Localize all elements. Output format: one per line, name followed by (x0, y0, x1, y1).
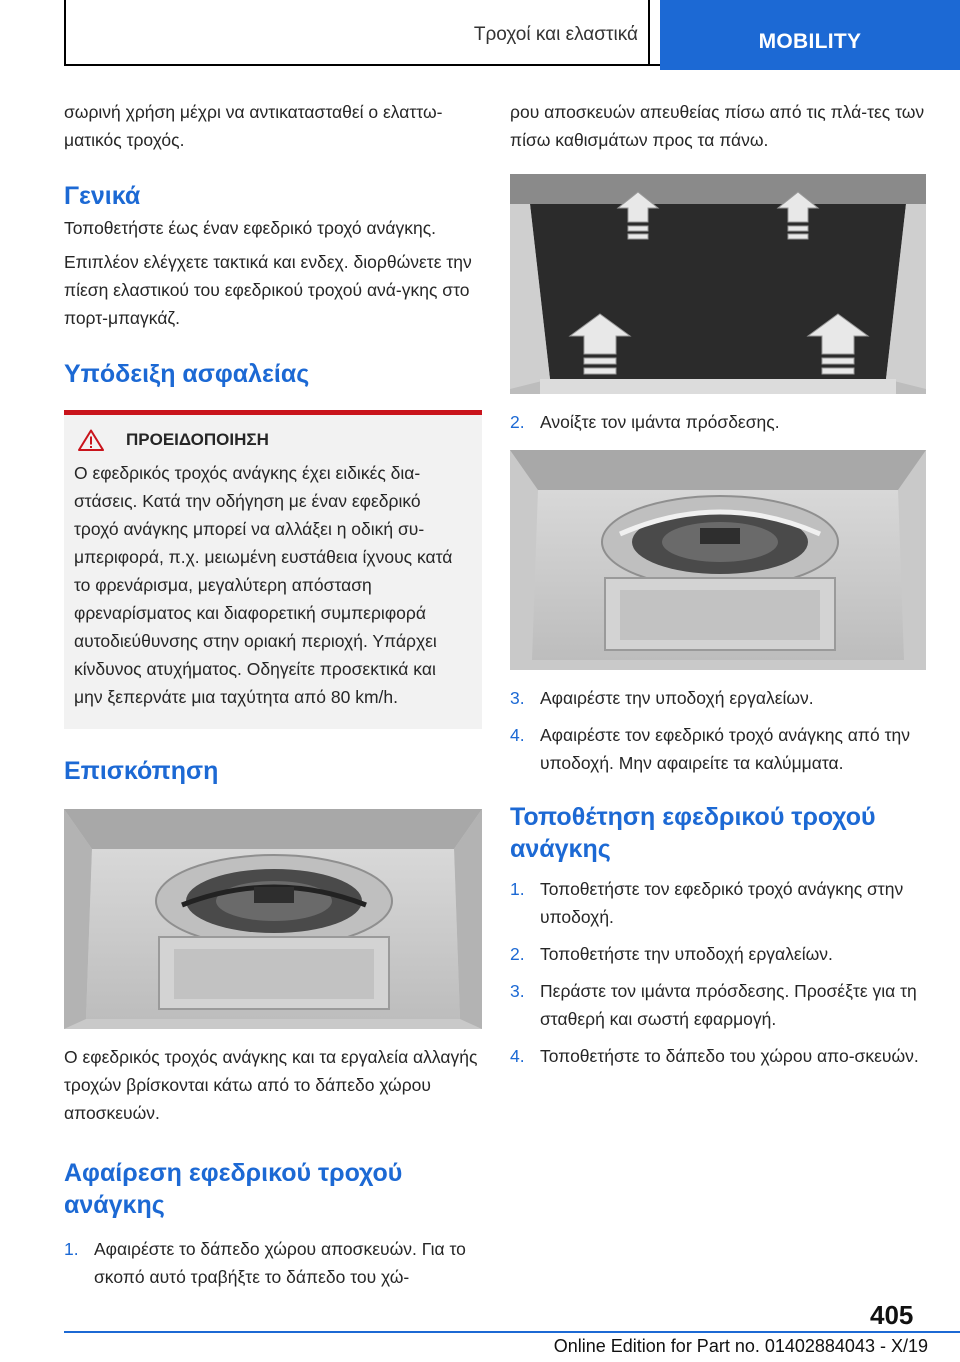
step-number: 2. (510, 412, 525, 432)
step-text: Τοποθετήστε την υποδοχή εργαλείων. (540, 944, 833, 964)
warning-title: ΠΡΟΕΙΔΟΠΟΙΗΣΗ (126, 430, 269, 449)
general-paragraph-2: Επιπλέον ελέγχετε τακτικά και ενδεχ. διορθώνετε την πίεση ελαστικού του εφεδρικού τροχού ανά-γκης στο πορτ-μπαγκάζ. (64, 252, 472, 328)
list-item (510, 408, 926, 436)
page-number: 405 (870, 1300, 914, 1330)
warning-triangle-icon (78, 429, 104, 451)
removal-steps-right-b (510, 684, 926, 777)
step-number: 1. (64, 1239, 79, 1259)
list-item (64, 1235, 482, 1291)
right-column (510, 98, 926, 1079)
trunk-floor-figure (510, 174, 926, 394)
warning-text: Ο εφεδρικός τροχός ανάγκης έχει ειδικές δια-στάσεις. Κατά την οδήγηση με έναν εφεδρικό τροχό ανάγκης μπορεί να αλλάξει η οδική συ-μπεριφορά, π.χ. μειωμένη ευστάθεια ίχνους κατά το φρενάρισμα, μεγαλύτερη απόσταση φρεναρίσματος και διαφορετική συμπεριφορά αυτοδιεύθυνσης στην οριακή περιοχή. Υπάρχει κίνδυνος ατυχήματος. Οδηγείτε προσεκτικά και μην ξεπερνάτε μια ταχύτητα από 80 km/h. (74, 463, 453, 707)
general-paragraph-1: Τοποθετήστε έως έναν εφεδρικό τροχό ανάγκης. (64, 218, 437, 238)
overview-figure (64, 809, 482, 1029)
tool-tray-image (510, 450, 926, 670)
step-text: Τοποθετήστε τον εφεδρικό τροχό ανάγκης στην υποδοχή. (540, 879, 904, 927)
overview-caption: Ο εφεδρικός τροχός ανάγκης και τα εργαλεία αλλαγής τροχών βρίσκονται κάτω από το δάπεδο χώρου αποσκευών. (64, 1047, 478, 1123)
spare-wheel-overview-image (64, 809, 482, 1029)
step-text: Αφαιρέστε την υποδοχή εργαλείων. (540, 688, 814, 708)
step-text: Αφαιρέστε το δάπεδο χώρου αποσκευών. Για το σκοπό αυτό τραβήξτε το δάπεδο του χώ- (94, 1239, 466, 1287)
step-number: 4. (510, 1046, 525, 1066)
step-text: Τοποθετήστε το δάπεδο του χώρου απο-σκευών. (540, 1046, 919, 1066)
list-item (510, 1042, 926, 1070)
warning-header (78, 429, 468, 451)
install-steps (510, 875, 926, 1070)
step-text: Ανοίξτε τον ιμάντα πρόσδεσης. (540, 412, 780, 432)
list-item (510, 684, 926, 712)
warning-box (64, 410, 482, 729)
step-number: 4. (510, 725, 525, 745)
chapter-title: Τροχοί και ελαστικά (473, 24, 638, 45)
general-heading: Γενικά (64, 182, 141, 210)
list-item (510, 875, 926, 931)
trunk-floor-image (510, 174, 926, 394)
step-number: 1. (510, 879, 525, 899)
intro-text: σωρινή χρήση μέχρι να αντικατασταθεί ο ελαττω-ματικός τροχός. (64, 102, 443, 150)
safety-heading: Υπόδειξη ασφαλείας (64, 360, 310, 388)
tool-tray-figure (510, 450, 926, 670)
list-item (510, 977, 926, 1033)
left-column (64, 98, 482, 1300)
removal-heading: Αφαίρεση εφεδρικού τροχού ανάγκης (64, 1159, 403, 1219)
list-item (510, 721, 926, 777)
removal-steps-right-a (510, 408, 926, 436)
step-number: 2. (510, 944, 525, 964)
header-mid-rule (648, 0, 650, 66)
footer-rule (64, 1331, 960, 1333)
footer-edition: Online Edition for Part no. 01402884043 - X/19 (553, 1336, 928, 1356)
step-number: 3. (510, 688, 525, 708)
step-text: Περάστε τον ιμάντα πρόσδεσης. Προσέξτε για τη σταθερή και σωστή εφαρμογή. (540, 981, 917, 1029)
list-item (510, 940, 926, 968)
section-tab-mobility[interactable]: MOBILITY (660, 0, 960, 70)
step-number: 3. (510, 981, 525, 1001)
continuation-text: ρου αποσκευών απευθείας πίσω από τις πλά-τες των πίσω καθισμάτων προς τα πάνω. (510, 102, 925, 150)
step-text: Αφαιρέστε τον εφεδρικό τροχό ανάγκης από την υποδοχή. Μην αφαιρείτε τα καλύμματα. (540, 725, 910, 773)
removal-steps-left (64, 1235, 482, 1291)
overview-heading: Επισκόπηση (64, 757, 219, 785)
install-heading: Τοποθέτηση εφεδρικού τροχού ανάγκης (510, 803, 876, 863)
